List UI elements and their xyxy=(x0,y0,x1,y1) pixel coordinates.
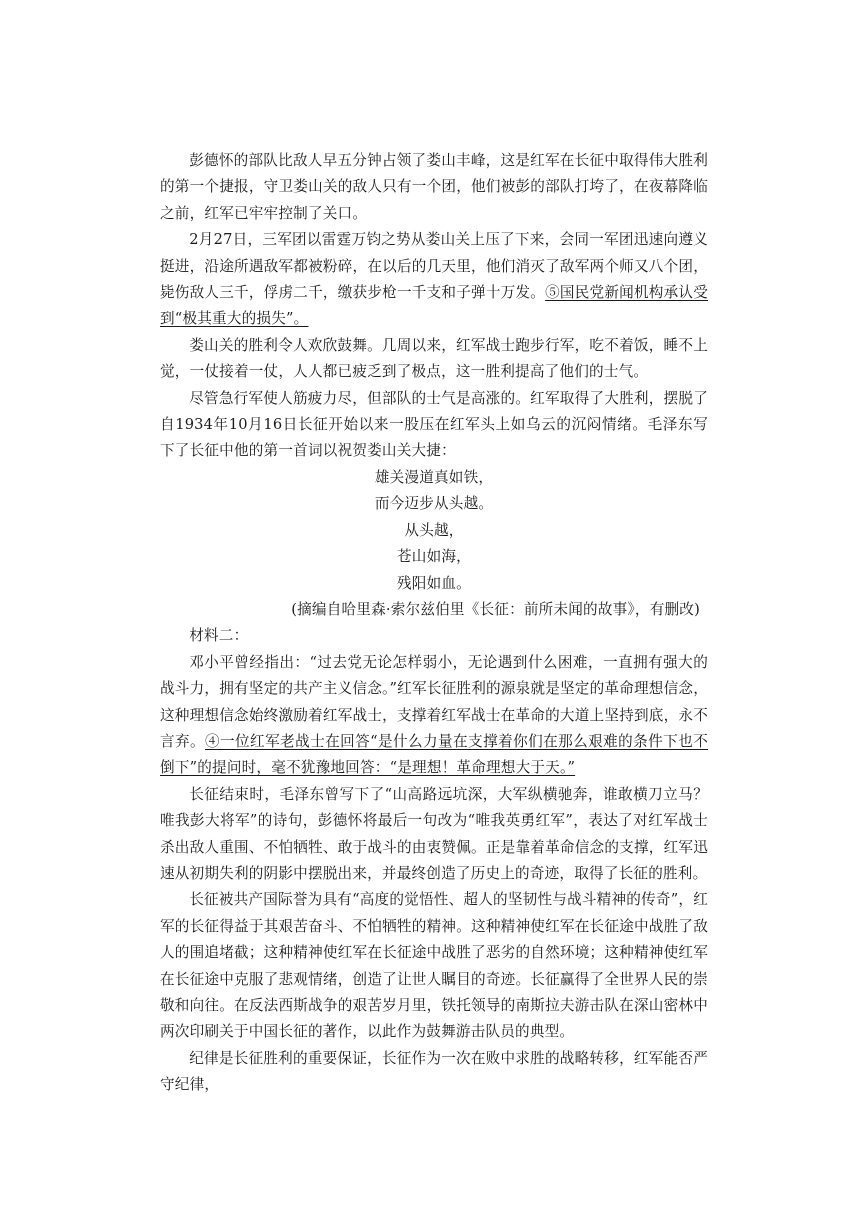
paragraph-deng-quote xyxy=(160,650,708,782)
underlined-sentence-5: ⑤国民党新闻机构承认受到“极其重大的损失”。 xyxy=(160,284,708,328)
poem-line: 从头越， xyxy=(404,521,464,539)
article-body xyxy=(160,148,708,1099)
underlined-sentence-4: ④一位红军老战士在回答“是什么力量在支撑着你们在那么艰难的条件下也不倒下”的提问时，毫不犹豫地回答：“是理想！革命理想大于天。” xyxy=(160,732,708,777)
paragraph-mao-poem-peng: 长征结束时，毛泽东曾写下了“山高路远坑深，大军纵横驰奔，谁敢横刀立马？唯我彭大将军”的诗句，彭德怀将最后一句改为“唯我英勇红军”，表达了对红军战士杀出敌人重围、不怕牺牲、敢于战斗的由衷赞佩。正是靠着革命信念的支撑，红军迅速从初期失利的阴影中摆脱出来，并最终创造了历史上的奇迹，取得了长征的胜利。 xyxy=(160,785,708,882)
source-citation: (摘编自哈里森·索尔兹伯里《长征：前所未闻的故事》，有删改) xyxy=(291,600,700,618)
paragraph-feb27-advance xyxy=(160,227,708,333)
paragraph-comintern-praise: 长征被共产国际誉为具有“高度的觉悟性、超人的坚韧性与战斗精神的传奇”，红军的长征得益于其艰苦奋斗、不怕牺牲的精神。这种精神使红军在长征途中战胜了敌人的围追堵截；这种精神使红军在长征途中战胜了恶劣的自然环境；这种精神使红军在长征途中克服了悲观情绪，创造了让世人瞩目的奇迹。长征赢得了全世界人民的崇敬和向往。在反法西斯战争的艰苦岁月里，铁托领导的南斯拉夫游击队在深山密林中两次印刷关于中国长征的著作，以此作为鼓舞游击队员的典型。 xyxy=(160,891,708,1041)
poem-line: 而今迈步从头越。 xyxy=(374,495,494,513)
paragraph-victory-morale: 娄山关的胜利令人欢欣鼓舞。几周以来，红军战士跑步行军，吃不着饭，睡不上觉，一仗接着一仗，人人都已疲乏到了极点，这一胜利提高了他们的士气。 xyxy=(160,336,708,381)
paragraph-discipline: 纪律是长征胜利的重要保证，长征作为一次在败中求胜的战略转移，红军能否严守纪律， xyxy=(160,1049,708,1094)
poem xyxy=(160,465,708,597)
poem-line: 雄关漫道真如铁， xyxy=(374,468,494,486)
poem-line: 苍山如海， xyxy=(397,548,471,566)
paragraph-poem-intro: 尽管急行军使人筋疲力尽，但部队的士气是高涨的。红军取得了大胜利，摆脱了自1934年10月16日长征开始以来一股压在红军头上如乌云的沉闷情绪。毛泽东写下了长征中他的第一首词以祝贺娄山关大捷： xyxy=(160,389,708,460)
paragraph-loushan-capture: 彭德怀的部队比敌人早五分钟占领了娄山丰峰，这是红军在长征中取得伟大胜利的第一个捷报，守卫娄山关的敌人只有一个团，他们被彭的部队打垮了，在夜幕降临之前，红军已牢牢控制了关口。 xyxy=(160,152,708,222)
material-two-heading: 材料二： xyxy=(189,627,249,645)
paragraph-text: 2月27日，三军团以雷霆万钧之势从娄山关上压了下来，会同一军团迅速向遵义挺进，沿途所遇敌军都被粉碎，在以后的几天里，他们消灭了敌军两个师又八个团，毙伤敌人三千，俘虏二千，缴获步枪一千支和子弹十万发。 xyxy=(160,231,708,302)
poem-line: 残阳如血。 xyxy=(397,574,471,592)
paragraph-text: 邓小平曾经指出：“过去党无论怎样弱小，无论遇到什么困难，一直拥有强大的战斗力，拥有坚定的共产主义信念。”红军长征胜利的源泉就是坚定的革命理想信念，这种理想信念始终激励着红军战士，支撑着红军战士在革命的大道上坚持到底，永不言弃。 xyxy=(160,653,708,750)
